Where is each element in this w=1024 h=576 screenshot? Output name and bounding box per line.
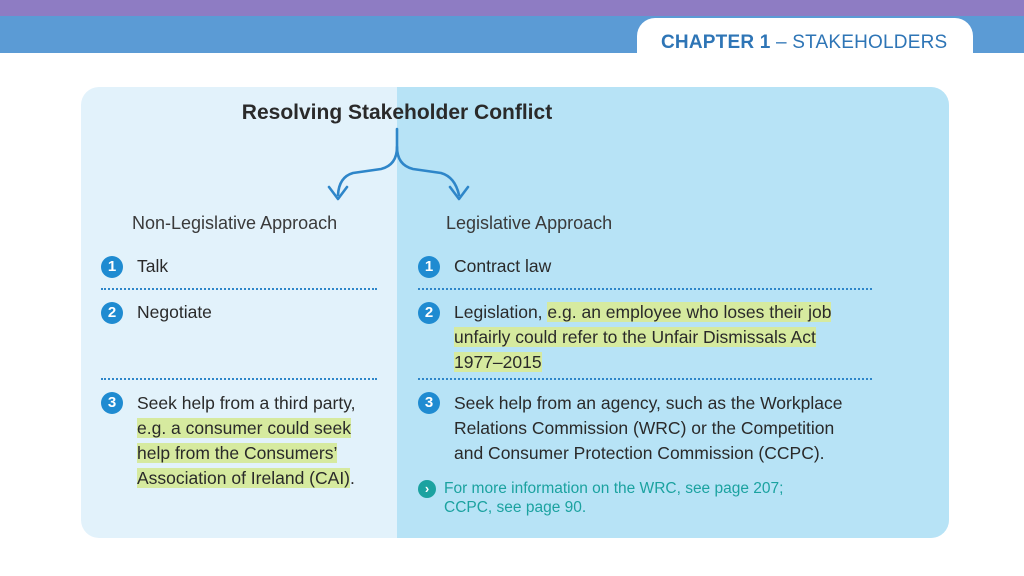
divider bbox=[101, 378, 377, 380]
non-legislative-heading: Non-Legislative Approach bbox=[132, 213, 338, 233]
chevron-right-icon: › bbox=[418, 480, 436, 498]
more-info-link[interactable]: CCPC, see page 90. bbox=[444, 499, 587, 516]
divider bbox=[418, 288, 872, 290]
chapter-topic: STAKEHOLDERS bbox=[792, 32, 948, 53]
highlight: unfairly could refer to the Unfair Dismissals Act bbox=[454, 327, 816, 347]
chapter-separator: – bbox=[775, 32, 787, 53]
number-badge: 2 bbox=[418, 302, 440, 324]
left-item-talk: Talk bbox=[137, 256, 169, 276]
highlight: Association of Ireland (CAI) bbox=[137, 468, 351, 488]
chapter-label: CHAPTER 1 bbox=[661, 32, 771, 53]
legislative-heading: Legislative Approach bbox=[446, 213, 613, 233]
number-badge: 1 bbox=[418, 256, 440, 278]
diagram-title: Resolving Stakeholder Conflict bbox=[241, 101, 553, 124]
highlight: help from the Consumers’ bbox=[137, 443, 338, 463]
number-badge: 3 bbox=[418, 392, 440, 414]
left-item-third-party-example bbox=[137, 466, 355, 491]
more-info-link[interactable]: For more information on the WRC, see page 207; bbox=[444, 480, 784, 497]
right-item-legislation bbox=[454, 300, 831, 325]
highlight: 1977–2015 bbox=[454, 352, 542, 372]
divider bbox=[418, 378, 872, 380]
highlight: e.g. a consumer could seek bbox=[137, 418, 352, 438]
arrow-stem bbox=[338, 129, 397, 195]
number-badge: 3 bbox=[101, 392, 123, 414]
right-item-agency: Seek help from an agency, such as the Workplace bbox=[454, 393, 843, 413]
left-item-negotiate: Negotiate bbox=[137, 302, 212, 322]
right-item-agency: and Consumer Protection Commission (CCPC). bbox=[454, 443, 825, 463]
right-item-legislation-example bbox=[454, 350, 542, 375]
number-badge: 2 bbox=[101, 302, 123, 324]
chapter-title bbox=[661, 32, 947, 54]
right-item-legislation-example bbox=[454, 325, 816, 350]
highlight: e.g. an employee who loses their job bbox=[547, 302, 832, 322]
legislation-lead: Legislation, bbox=[454, 302, 548, 322]
left-item-third-party-example bbox=[137, 416, 351, 441]
divider bbox=[101, 288, 377, 290]
left-item-third-party-example bbox=[137, 441, 337, 466]
number-badge: 1 bbox=[101, 256, 123, 278]
period: . bbox=[350, 468, 355, 488]
right-item-contract-law: Contract law bbox=[454, 256, 552, 276]
conflict-diagram-card bbox=[81, 87, 949, 538]
right-item-agency: Relations Commission (WRC) or the Competition bbox=[454, 418, 835, 438]
top-stripe bbox=[0, 0, 1024, 16]
left-item-third-party: Seek help from a third party, bbox=[137, 393, 356, 413]
